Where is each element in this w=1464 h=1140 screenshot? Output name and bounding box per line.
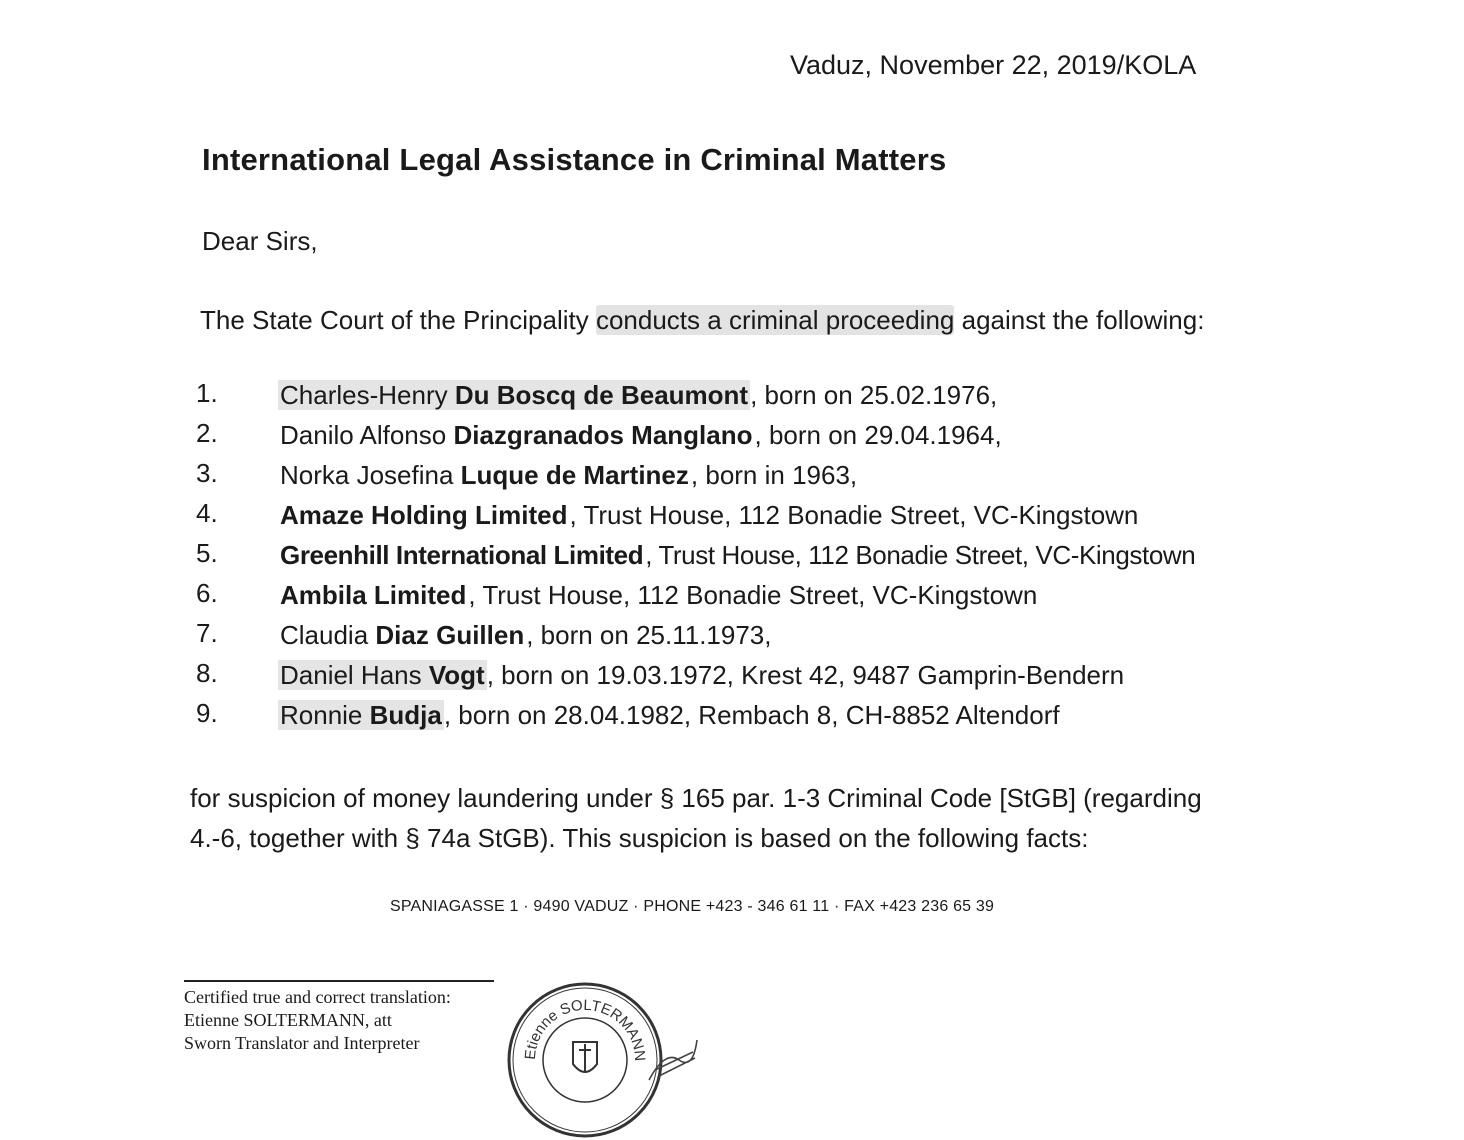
document-title: International Legal Assistance in Criminal Matters (202, 142, 947, 177)
letterhead-footer (390, 898, 994, 916)
intro-text-end: against the following: (954, 305, 1205, 335)
company-name: Amaze Holding Limited (280, 500, 568, 530)
item-details: , born on 25.11.1973, (526, 620, 772, 650)
suspicion-line: for suspicion of money laundering under § 165 par. 1-3 Criminal Code [StGB] (regarding (190, 783, 1202, 813)
list-item (190, 618, 1290, 658)
defendant-list (190, 378, 1290, 738)
item-number: 6. (196, 578, 218, 608)
item-details: , Trust House, 112 Bonadie Street, VC-Kingstown (645, 540, 1196, 570)
list-item (190, 578, 1290, 618)
item-number: 9. (196, 698, 218, 728)
footer-separator: · (633, 898, 644, 915)
salutation: Dear Sirs, (202, 226, 318, 256)
item-number: 5. (196, 538, 218, 568)
footer-address: SPANIAGASSE 1 · 9490 VADUZ (390, 898, 629, 915)
item-details: , Trust House, 112 Bonadie Street, VC-Kingstown (569, 500, 1139, 530)
seal-text: Etienne SOLTERMANN (521, 996, 649, 1062)
item-number: 2. (196, 418, 218, 448)
item-details: , born on 29.04.1964, (754, 420, 1002, 450)
surname: Diaz Guillen (375, 620, 525, 650)
suspicion-line: 4.-6, together with § 74a StGB). This suspicion is based on the following facts: (190, 823, 1089, 853)
surname: Budja (369, 700, 442, 730)
footer-phone: PHONE +423 - 346 61 11 (643, 898, 830, 915)
surname: Du Boscq de Beaumont (454, 380, 749, 410)
list-item (190, 458, 1290, 498)
company-name: Ambila Limited (280, 580, 467, 610)
company-name: Greenhill International Limited (280, 540, 644, 570)
intro-highlight: conducts a criminal proceeding (595, 305, 955, 335)
item-details: , Trust House, 112 Bonadie Street, VC-Kingstown (468, 580, 1038, 610)
certification-line: Certified true and correct translation: (184, 987, 451, 1007)
signature-rule (184, 980, 494, 982)
item-number: 1. (196, 378, 218, 408)
item-number: 8. (196, 658, 218, 688)
first-name: Daniel Hans (280, 660, 429, 690)
item-number: 4. (196, 498, 218, 528)
first-name: Charles-Henry (280, 380, 455, 410)
list-item (190, 418, 1290, 458)
surname: Vogt (428, 660, 485, 690)
first-name: Danilo Alfonso (280, 420, 454, 450)
certification-line: Sworn Translator and Interpreter (184, 1033, 420, 1053)
list-item (190, 698, 1290, 738)
list-item (190, 498, 1290, 538)
list-item (190, 658, 1290, 698)
list-item (190, 538, 1290, 578)
certification-line: Etienne SOLTERMANN, att (184, 1010, 392, 1030)
first-name: Norka Josefina (280, 460, 461, 490)
footer-fax: FAX +423 236 65 39 (844, 898, 995, 915)
item-details: , born in 1963, (690, 460, 858, 490)
item-number: 7. (196, 618, 218, 648)
signature-icon (645, 1030, 705, 1090)
item-details: , born on 25.02.1976, (750, 380, 998, 410)
translator-seal-icon (505, 980, 665, 1140)
item-details: , born on 19.03.1972, Krest 42, 9487 Gamprin-Bendern (486, 660, 1125, 690)
item-details: , born on 28.04.1982, Rembach 8, CH-8852 Altendorf (443, 700, 1060, 730)
certification-block (184, 986, 451, 1055)
suspicion-paragraph (190, 778, 1250, 858)
intro-paragraph (200, 305, 1204, 336)
footer-separator: · (833, 898, 845, 915)
place-date: Vaduz, November 22, 2019/KOLA (790, 50, 1197, 80)
surname: Diazgranados Manglano (453, 420, 753, 450)
intro-text-start: The State Court of the Principality (200, 305, 596, 335)
list-item (190, 378, 1290, 418)
first-name: Claudia (280, 620, 376, 650)
item-number: 3. (196, 458, 218, 488)
first-name: Ronnie (280, 700, 370, 730)
surname: Luque de Martinez (460, 460, 689, 490)
